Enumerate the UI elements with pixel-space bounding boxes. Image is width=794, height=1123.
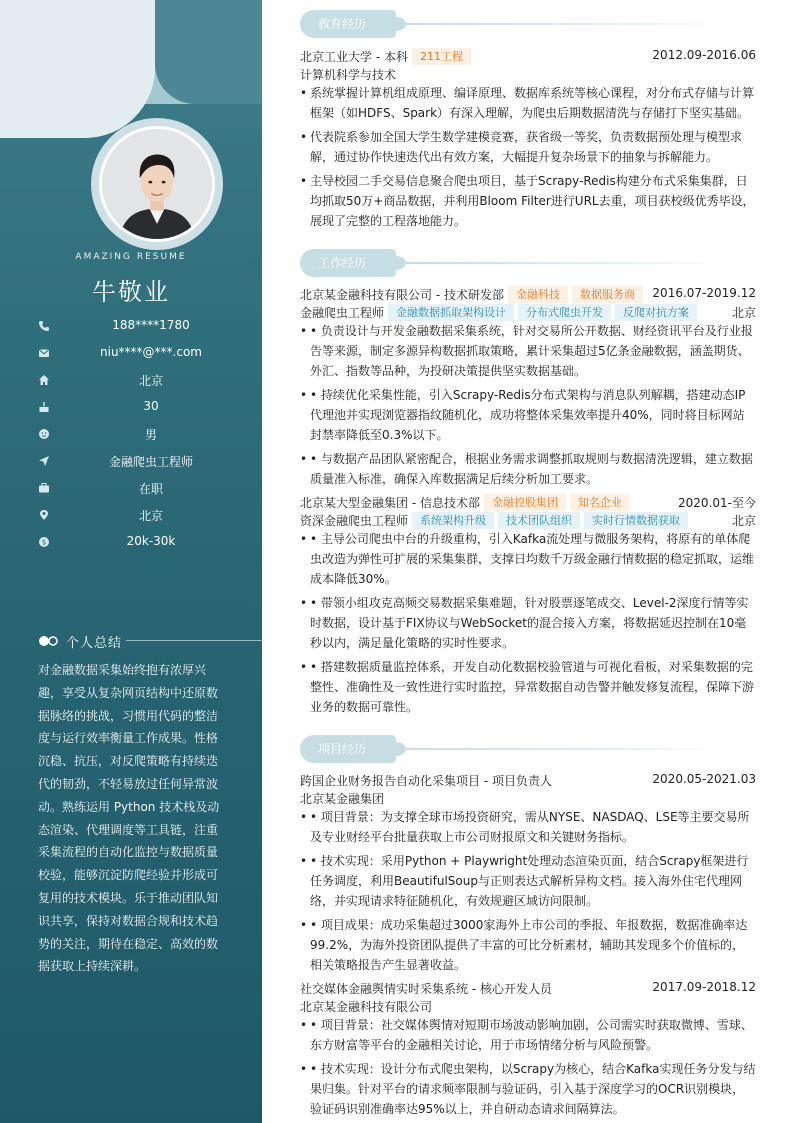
decor-corner xyxy=(0,0,155,138)
list-item: • • 项目背景：为支撑全球市场投资研究，需从NYSE、NASDAQ、LSE等主要交易所及专业财经平台批量获取上市公司财报原文和关键财务指标。 xyxy=(300,807,756,847)
toggle-dots-icon xyxy=(38,635,60,647)
project-1-org: 北京某金融集团 xyxy=(300,792,385,806)
education-period: 2012.09-2016.06 xyxy=(652,48,756,62)
work-1-company-tag: 金融科技 xyxy=(508,286,568,303)
project-2-title: 社交媒体金融舆情实时采集系统 - 核心开发人员 xyxy=(300,982,552,996)
summary-divider xyxy=(126,640,262,641)
contact-info-list xyxy=(0,316,262,559)
section-title-education: 教育经历 xyxy=(300,10,396,38)
section-header-work xyxy=(300,249,756,277)
avatar-portrait-icon xyxy=(102,129,212,239)
svg-text:$: $ xyxy=(41,538,47,547)
work-2-period: 2020.01-至今 xyxy=(678,496,756,510)
project-1-org-row xyxy=(300,789,756,807)
list-item: • • 持续优化采集性能，引入Scrapy-Redis分布式架构与消息队列解耦，搭建动态IP代理池并实现浏览器指纹随机化，成功将整体采集效率提升40%，同时将目标网站封禁率降低至0.3%以下。 xyxy=(300,385,756,445)
project-2-org: 北京某金融科技有限公司 xyxy=(300,1000,433,1014)
education-major-row xyxy=(300,65,756,83)
resume-tagline: AMAZING RESUME xyxy=(75,252,187,262)
info-status-text: 在职 xyxy=(138,482,163,496)
info-email-text: niu****@***.com xyxy=(100,345,202,359)
list-item: • • 项目背景：社交媒体舆情对短期市场波动影响加剧，公司需实时获取微博、雪球、东方财富等平台的金融相关讨论，用于市场情绪分析与风险预警。 xyxy=(300,1015,756,1055)
list-item: • 系统掌握计算机组成原理、编译原理、数据库系统等核心课程，对分布式存储与计算框架（如HDFS、Spark）有深入理解，为爬虫后期数据清洗与存储打下坚实基础。 xyxy=(300,83,756,123)
list-item: • • 技术实现：采用Python + Playwright处理动态渲染页面，结合Scrapy框架进行任务调度，利用BeautifulSoup与正则表达式解析异构文档。接入海外住宅代理网络，并实现请求特征随机化，有效规避区域访问限制。 xyxy=(300,851,756,911)
work-1-header xyxy=(300,285,756,303)
section-header-project xyxy=(300,735,756,763)
info-age-text: 30 xyxy=(143,399,159,413)
work-1-bullets xyxy=(300,321,756,493)
project-2-org-row xyxy=(300,997,756,1015)
list-item: • • 搭建数据质量监控体系，开发自动化数据校验管道与可视化看板，对采集数据的完整性、准确性及一致性进行实时监控，异常数据自动告警并触发修复流程，保障下游业务的数据可靠性。 xyxy=(300,657,756,717)
work-2-bullets xyxy=(300,529,756,721)
info-status xyxy=(0,478,262,505)
info-city-text: 北京 xyxy=(138,509,163,523)
summary-header xyxy=(38,631,238,651)
section-title-project: 项目经历 xyxy=(300,735,396,763)
work-2-company: 北京某大型金融集团 - 信息技术部 xyxy=(300,496,480,510)
section-title-work: 工作经历 xyxy=(300,249,396,277)
education-bullets xyxy=(300,83,756,235)
list-item: • 代表院系参加全国大学生数学建模竞赛，获省级一等奖，负责数据预处理与模型求解，通过协作快速迭代出有效方案，大幅提升复杂场景下的抽象与拆解能力。 xyxy=(300,127,756,167)
education-tag: 211工程 xyxy=(412,48,471,65)
work-2-role-row xyxy=(300,511,756,529)
work-2-role-tag: 技术团队组织 xyxy=(498,512,580,529)
info-email xyxy=(0,343,262,370)
work-1-role-tag: 分布式爬虫开发 xyxy=(518,304,611,321)
work-2-company-tag: 知名企业 xyxy=(570,494,630,511)
list-item: • • 主导公司爬虫中台的升级重构，引入Kafka流处理与微服务架构，将原有的单体爬虫改造为弹性可扩展的采集集群，支撑日均数千万级金融行情数据的稳定抓取，运维成本降低30%。 xyxy=(300,529,756,589)
info-phone xyxy=(0,316,262,343)
info-gender-text: 男 xyxy=(144,428,157,442)
education-school: 北京工业大学 - 本科 xyxy=(300,50,408,64)
list-item: • • 与数据产品团队紧密配合，根据业务需求调整抓取规则与数据清洗逻辑，建立数据质量准入标准，确保入库数据满足后续分析加工要求。 xyxy=(300,449,756,489)
project-1-title: 跨国企业财务报告自动化采集项目 - 项目负责人 xyxy=(300,774,552,788)
info-age xyxy=(0,397,262,424)
candidate-name: 牛敬业 xyxy=(92,278,170,306)
info-gender xyxy=(0,424,262,451)
work-1-city: 北京 xyxy=(731,306,756,320)
work-2-city: 北京 xyxy=(731,514,756,528)
list-item: • • 负责设计与开发金融数据采集系统，针对交易所公开数据、财经资讯平台及行业报告等来源，制定多源异构数据抓取策略，累计采集超过5亿条金融数据，涵盖期货、外汇、指数等品种，为投研决策提供坚实数据基础。 xyxy=(300,321,756,381)
info-salary xyxy=(0,532,262,559)
section-divider xyxy=(404,262,724,264)
work-1-role-tag: 金融数据抓取架构设计 xyxy=(388,304,514,321)
info-hometown-text: 北京 xyxy=(138,374,163,388)
work-1-role-tag: 反爬对抗方案 xyxy=(615,304,697,321)
work-2-role-tag: 系统架构升级 xyxy=(412,512,494,529)
project-1-period: 2020.05-2021.03 xyxy=(652,772,756,786)
project-2-period: 2017.09-2018.12 xyxy=(652,980,756,994)
info-position xyxy=(0,451,262,478)
section-divider xyxy=(404,748,724,750)
info-city xyxy=(0,505,262,532)
work-2-company-tag: 金融控股集团 xyxy=(484,494,566,511)
list-item: • • 项目成果：成功采集超过3000家海外上市公司的季报、年报数据，数据准确率达99.2%，为海外投资团队提供了丰富的可比分析素材，辅助其发现多个价值标的，相关策略报告产生显著收益。 xyxy=(300,915,756,975)
avatar xyxy=(99,126,215,242)
work-1-period: 2016.07-2019.12 xyxy=(652,286,756,300)
list-item: • • 带领小组攻克高频交易数据采集难题，针对股票逐笔成交、Level-2深度行情等实时数据，设计基于FIX协议与WebSocket的混合接入方案，将数据延迟控制在10毫秒以内，满足量化策略的实时性要求。 xyxy=(300,593,756,653)
project-1-bullets xyxy=(300,807,756,979)
info-hometown xyxy=(0,370,262,397)
work-1-role: 金融爬虫工程师 xyxy=(300,306,385,320)
list-item: • 主导校园二手交易信息聚合爬虫项目，基于Scrapy-Redis构建分布式采集集群，日均抓取50万+商品数据，并利用Bloom Filter进行URL去重，项目获校级优秀毕设，展现了完整的工程落地能力。 xyxy=(300,171,756,231)
project-2-header xyxy=(300,979,756,997)
work-1-company-tag: 数据服务商 xyxy=(572,286,643,303)
list-item: • • 技术实现：设计分布式爬虫架构，以Scrapy为核心，结合Kafka实现任务分发与结果归集。针对平台的请求频率限制与验证码，引入基于深度学习的OCR识别模块，验证码识别准确率达95%以上，并自研动态请求间隔算法。 xyxy=(300,1059,756,1119)
work-2-role: 资深金融爬虫工程师 xyxy=(300,514,409,528)
main-content xyxy=(300,0,756,1123)
work-1-company: 北京某金融科技有限公司 - 技术研发部 xyxy=(300,288,504,302)
project-2-bullets xyxy=(300,1015,756,1123)
section-divider xyxy=(404,23,724,25)
info-salary-text: 20k-30k xyxy=(126,534,176,548)
work-2-header xyxy=(300,493,756,511)
avatar-ring xyxy=(91,118,223,250)
work-2-role-tag: 实时行情数据获取 xyxy=(584,512,688,529)
project-1-header xyxy=(300,771,756,789)
summary-title: 个人总结 xyxy=(66,636,123,651)
info-phone-text: 188****1780 xyxy=(112,318,190,332)
decor-band-dark xyxy=(155,0,262,104)
info-position-text: 金融爬虫工程师 xyxy=(108,455,193,469)
section-header-education xyxy=(300,10,756,38)
education-major: 计算机科学与技术 xyxy=(300,68,397,82)
sidebar xyxy=(0,0,262,1123)
education-header xyxy=(300,47,756,65)
summary-text: 对金融数据采集始终抱有浓厚兴趣，享受从复杂网页结构中还原数据脉络的挑战，习惯用代码的整洁度与运行效率衡量工作成果。性格沉稳、抗压，对反爬策略有持续迭代的韧劲，不轻易放过任何异常波动。熟练运用 Python 技术栈及动态渲染、代理调度等工具链，注重采集流程的自动化监控与数据质量校验，能够沉淀防爬经验并形成可复用的技术模块。乐于推动团队知识共享，保持对数据合规和技术趋势的关注，期待在稳定、高效的数据获取上持续深耕。 xyxy=(38,663,220,974)
work-1-role-row xyxy=(300,303,756,321)
